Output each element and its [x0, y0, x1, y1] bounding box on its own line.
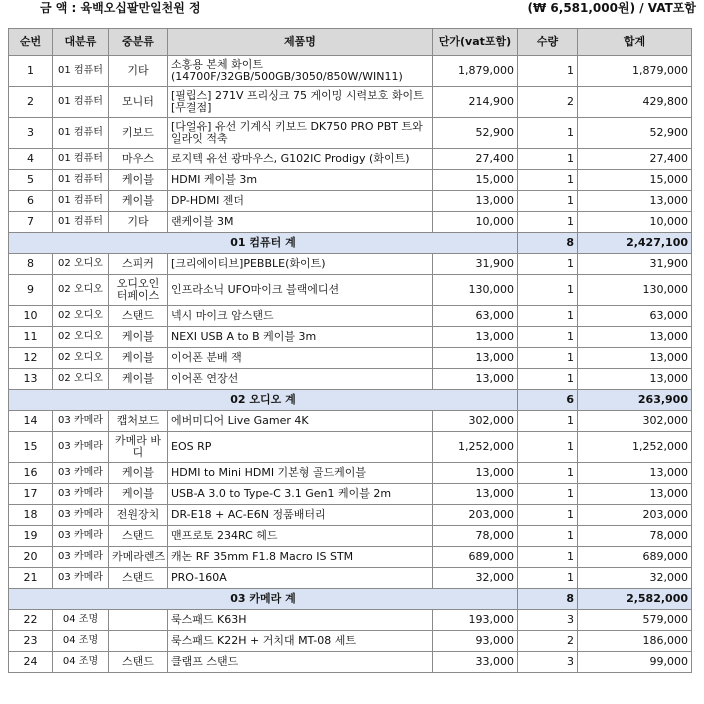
cell-total: 63,000 [578, 306, 692, 327]
cell-total: 99,000 [578, 652, 692, 673]
cell-price: 214,900 [433, 87, 518, 118]
cell-product-name: 캐논 RF 35mm F1.8 Macro IS STM [168, 547, 433, 568]
cell-no: 21 [9, 568, 53, 589]
cell-total: 13,000 [578, 484, 692, 505]
cell-category: 02 오디오 [53, 369, 109, 390]
cell-product-name: [필립스] 271V 프리싱크 75 게이밍 시력보호 화이트 [무결점] [168, 87, 433, 118]
amount-value: (₩ 6,581,000원) / VAT포함 [527, 1, 696, 15]
cell-total: 32,000 [578, 568, 692, 589]
cell-no: 2 [9, 87, 53, 118]
cell-no: 15 [9, 432, 53, 463]
cell-product-name: [다얼유] 유선 기계식 키보드 DK750 PRO PBT 트와일라잇 적축 [168, 118, 433, 149]
table-row [9, 547, 692, 568]
cell-total: 13,000 [578, 348, 692, 369]
cell-category: 01 컴퓨터 [53, 118, 109, 149]
cell-no: 14 [9, 411, 53, 432]
cell-subcategory: 케이블 [109, 463, 168, 484]
subtotal-qty: 8 [518, 233, 578, 254]
table-row [9, 432, 692, 463]
cell-no: 17 [9, 484, 53, 505]
cell-product-name: USB-A 3.0 to Type-C 3.1 Gen1 케이블 2m [168, 484, 433, 505]
cell-total: 579,000 [578, 610, 692, 631]
cell-no: 23 [9, 631, 53, 652]
cell-product-name: 랜케이블 3M [168, 212, 433, 233]
cell-total: 302,000 [578, 411, 692, 432]
cell-qty: 1 [518, 432, 578, 463]
cell-product-name: 이어폰 연장선 [168, 369, 433, 390]
cell-price: 1,252,000 [433, 432, 518, 463]
cell-price: 31,900 [433, 254, 518, 275]
cell-category: 02 오디오 [53, 348, 109, 369]
col-header-category: 대분류 [53, 29, 109, 56]
cell-qty: 3 [518, 610, 578, 631]
cell-no: 4 [9, 149, 53, 170]
cell-subcategory: 캡처보드 [109, 411, 168, 432]
amount-label: 금 액 : 육백오십팔만일천원 정 [40, 1, 201, 15]
cell-total: 13,000 [578, 463, 692, 484]
cell-total: 186,000 [578, 631, 692, 652]
cell-subcategory: 기타 [109, 56, 168, 87]
cell-product-name: DR-E18 + AC-E6N 정품배터리 [168, 505, 433, 526]
cell-price: 33,000 [433, 652, 518, 673]
cell-category: 01 컴퓨터 [53, 149, 109, 170]
cell-product-name: 로지텍 유선 광마우스, G102IC Prodigy (화이트) [168, 149, 433, 170]
cell-qty: 1 [518, 411, 578, 432]
subtotal-amount: 2,427,100 [578, 233, 692, 254]
cell-qty: 1 [518, 306, 578, 327]
cell-subcategory: 스피커 [109, 254, 168, 275]
table-row [9, 327, 692, 348]
cell-product-name: PRO-160A [168, 568, 433, 589]
table-row [9, 191, 692, 212]
col-header-qty: 수량 [518, 29, 578, 56]
cell-price: 203,000 [433, 505, 518, 526]
table-row [9, 526, 692, 547]
cell-category: 03 카메라 [53, 505, 109, 526]
cell-price: 1,879,000 [433, 56, 518, 87]
cell-price: 302,000 [433, 411, 518, 432]
cell-category: 01 컴퓨터 [53, 170, 109, 191]
cell-price: 63,000 [433, 306, 518, 327]
cell-price: 13,000 [433, 348, 518, 369]
subtotal-amount: 263,900 [578, 390, 692, 411]
cell-no: 6 [9, 191, 53, 212]
cell-product-name: 이어폰 분배 잭 [168, 348, 433, 369]
cell-no: 16 [9, 463, 53, 484]
table-row [9, 118, 692, 149]
cell-price: 93,000 [433, 631, 518, 652]
cell-subcategory: 스탠드 [109, 652, 168, 673]
cell-total: 1,879,000 [578, 56, 692, 87]
cell-no: 19 [9, 526, 53, 547]
table-row [9, 631, 692, 652]
cell-no: 5 [9, 170, 53, 191]
cell-no: 7 [9, 212, 53, 233]
cell-no: 12 [9, 348, 53, 369]
cell-product-name: 맨프로토 234RC 헤드 [168, 526, 433, 547]
cell-total: 689,000 [578, 547, 692, 568]
cell-no: 11 [9, 327, 53, 348]
cell-total: 13,000 [578, 191, 692, 212]
table-row [9, 87, 692, 118]
cell-subcategory: 스탠드 [109, 306, 168, 327]
cell-subcategory: 케이블 [109, 348, 168, 369]
cell-total: 203,000 [578, 505, 692, 526]
cell-subcategory: 스탠드 [109, 526, 168, 547]
cell-product-name: HDMI 케이블 3m [168, 170, 433, 191]
cell-qty: 2 [518, 631, 578, 652]
cell-qty: 1 [518, 526, 578, 547]
cell-category: 01 컴퓨터 [53, 212, 109, 233]
cell-total: 13,000 [578, 327, 692, 348]
col-header-product: 제품명 [168, 29, 433, 56]
table-row [9, 149, 692, 170]
table-row [9, 463, 692, 484]
cell-no: 24 [9, 652, 53, 673]
cell-category: 03 카메라 [53, 568, 109, 589]
cell-product-name: DP-HDMI 젠더 [168, 191, 433, 212]
cell-category: 04 조명 [53, 631, 109, 652]
cell-product-name: [크리에이티브]PEBBLE(화이트) [168, 254, 433, 275]
cell-product-name: NEXI USB A to B 케이블 3m [168, 327, 433, 348]
col-header-no: 순번 [9, 29, 53, 56]
cell-subcategory: 기타 [109, 212, 168, 233]
subtotal-label: 01 컴퓨터 계 [9, 233, 518, 254]
cell-total: 130,000 [578, 275, 692, 306]
cell-category: 01 컴퓨터 [53, 191, 109, 212]
cell-no: 22 [9, 610, 53, 631]
cell-product-name: 룩스패드 K63H [168, 610, 433, 631]
cell-product-name: 에버미디어 Live Gamer 4K [168, 411, 433, 432]
cell-no: 20 [9, 547, 53, 568]
cell-category: 01 컴퓨터 [53, 56, 109, 87]
table-row [9, 610, 692, 631]
cell-no: 18 [9, 505, 53, 526]
cell-total: 13,000 [578, 369, 692, 390]
cell-qty: 1 [518, 212, 578, 233]
cell-subcategory: 카메라렌즈 [109, 547, 168, 568]
cell-category: 03 카메라 [53, 411, 109, 432]
cell-qty: 1 [518, 484, 578, 505]
cell-qty: 1 [518, 547, 578, 568]
cell-subcategory: 마우스 [109, 149, 168, 170]
cell-qty: 1 [518, 56, 578, 87]
cell-product-name: 클램프 스탠드 [168, 652, 433, 673]
cell-subcategory [109, 631, 168, 652]
table-row [9, 411, 692, 432]
cell-category: 03 카메라 [53, 432, 109, 463]
cell-subcategory: 오디오인터페이스 [109, 275, 168, 306]
cell-total: 27,400 [578, 149, 692, 170]
table-body [9, 56, 692, 673]
quote-table [8, 28, 692, 673]
cell-price: 689,000 [433, 547, 518, 568]
header-row [9, 29, 692, 56]
cell-no: 3 [9, 118, 53, 149]
cell-total: 10,000 [578, 212, 692, 233]
cell-category: 03 카메라 [53, 547, 109, 568]
table-row [9, 652, 692, 673]
cell-category: 04 조명 [53, 610, 109, 631]
table-row [9, 306, 692, 327]
table-row [9, 254, 692, 275]
cell-total: 52,900 [578, 118, 692, 149]
table-row [9, 212, 692, 233]
cell-no: 10 [9, 306, 53, 327]
cell-subcategory: 카메라 바디 [109, 432, 168, 463]
cell-total: 15,000 [578, 170, 692, 191]
cell-product-name: 인프라소닉 UFO마이크 블랙에디션 [168, 275, 433, 306]
cell-no: 9 [9, 275, 53, 306]
cell-product-name: 룩스패드 K22H + 거치대 MT-08 세트 [168, 631, 433, 652]
cell-price: 78,000 [433, 526, 518, 547]
cell-qty: 1 [518, 149, 578, 170]
col-header-subcategory: 중분류 [109, 29, 168, 56]
cell-no: 1 [9, 56, 53, 87]
cell-price: 13,000 [433, 463, 518, 484]
cell-qty: 2 [518, 87, 578, 118]
cell-qty: 1 [518, 118, 578, 149]
table-row [9, 568, 692, 589]
cell-price: 32,000 [433, 568, 518, 589]
cell-product-name: 넥시 마이크 암스탠드 [168, 306, 433, 327]
subtotal-row [9, 589, 692, 610]
cell-qty: 1 [518, 275, 578, 306]
cell-subcategory: 케이블 [109, 369, 168, 390]
cell-no: 8 [9, 254, 53, 275]
cell-category: 04 조명 [53, 652, 109, 673]
cell-subcategory: 모니터 [109, 87, 168, 118]
cell-qty: 1 [518, 170, 578, 191]
cell-qty: 1 [518, 505, 578, 526]
cell-subcategory: 스탠드 [109, 568, 168, 589]
cell-price: 52,900 [433, 118, 518, 149]
cell-category: 01 컴퓨터 [53, 87, 109, 118]
cell-category: 03 카메라 [53, 526, 109, 547]
cell-total: 1,252,000 [578, 432, 692, 463]
cell-category: 02 오디오 [53, 327, 109, 348]
cell-total: 78,000 [578, 526, 692, 547]
col-header-price: 단가(vat포함) [433, 29, 518, 56]
cell-price: 10,000 [433, 212, 518, 233]
subtotal-amount: 2,582,000 [578, 589, 692, 610]
cell-product-name: HDMI to Mini HDMI 기본형 골드케이블 [168, 463, 433, 484]
table-row [9, 170, 692, 191]
cell-price: 27,400 [433, 149, 518, 170]
cell-price: 13,000 [433, 484, 518, 505]
cell-qty: 1 [518, 254, 578, 275]
table-row [9, 369, 692, 390]
cell-qty: 1 [518, 463, 578, 484]
cell-price: 13,000 [433, 191, 518, 212]
cell-category: 02 오디오 [53, 254, 109, 275]
cell-subcategory [109, 610, 168, 631]
cell-category: 03 카메라 [53, 463, 109, 484]
subtotal-row [9, 233, 692, 254]
cell-subcategory: 케이블 [109, 327, 168, 348]
cell-subcategory: 전원장치 [109, 505, 168, 526]
table-row [9, 484, 692, 505]
table-row [9, 275, 692, 306]
cell-qty: 1 [518, 191, 578, 212]
cell-no: 13 [9, 369, 53, 390]
subtotal-qty: 6 [518, 390, 578, 411]
cell-subcategory: 케이블 [109, 191, 168, 212]
cell-price: 193,000 [433, 610, 518, 631]
col-header-total: 합계 [578, 29, 692, 56]
cell-price: 13,000 [433, 369, 518, 390]
cell-qty: 3 [518, 652, 578, 673]
cell-total: 31,900 [578, 254, 692, 275]
cell-category: 02 오디오 [53, 306, 109, 327]
table-row [9, 505, 692, 526]
table-row [9, 348, 692, 369]
cell-subcategory: 케이블 [109, 484, 168, 505]
cell-price: 13,000 [433, 327, 518, 348]
cell-qty: 1 [518, 348, 578, 369]
cell-subcategory: 키보드 [109, 118, 168, 149]
cell-price: 130,000 [433, 275, 518, 306]
cell-category: 02 오디오 [53, 275, 109, 306]
cell-subcategory: 케이블 [109, 170, 168, 191]
subtotal-label: 03 카메라 계 [9, 589, 518, 610]
subtotal-row [9, 390, 692, 411]
cell-qty: 1 [518, 369, 578, 390]
cell-product-name: 소홍용 본체 화이트 (14700F/32GB/500GB/3050/850W/WIN11) [168, 56, 433, 87]
subtotal-label: 02 오디오 계 [9, 390, 518, 411]
cell-price: 15,000 [433, 170, 518, 191]
cell-product-name: EOS RP [168, 432, 433, 463]
cell-category: 03 카메라 [53, 484, 109, 505]
cell-qty: 1 [518, 568, 578, 589]
amount-bar [0, 0, 704, 22]
cell-qty: 1 [518, 327, 578, 348]
table-row [9, 56, 692, 87]
subtotal-qty: 8 [518, 589, 578, 610]
cell-total: 429,800 [578, 87, 692, 118]
